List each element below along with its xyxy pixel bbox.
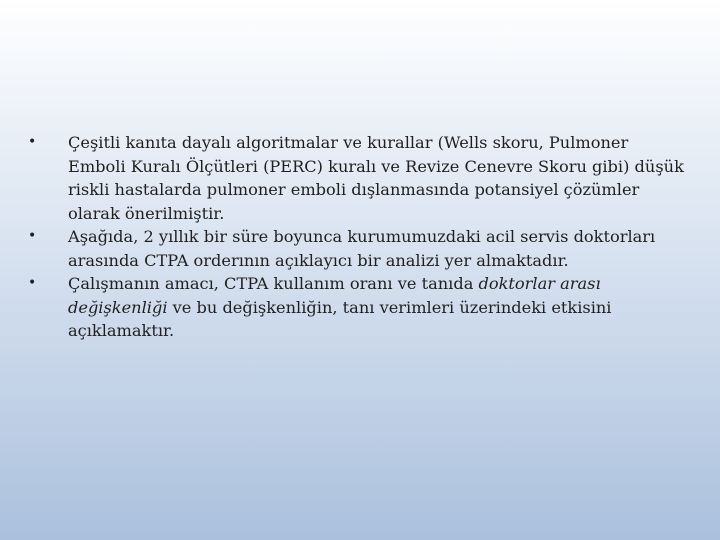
bullet-text-3-after: ve bu değişkenliğin, tanı verimleri üzerindeki etkisini açıklamaktır. (68, 297, 612, 340)
bullet-icon: • (28, 134, 37, 150)
bullet-item-2 (28, 225, 688, 272)
bullet-list (28, 131, 688, 343)
bullet-item-3 (28, 272, 688, 343)
bullet-text-1: Çeşitli kanıta dayalı algoritmalar ve kurallar (Wells skoru, Pulmoner Emboli Kuralı Ölçütleri (PERC) kuralı ve Revize Cenevre Skoru gibi) düşük riskli hastalarda pulmoner emboli dışlanmasında potansiyel çözümler olarak önerilmiştir. (68, 133, 684, 223)
bullet-text-3-italic: doktorlar arası değişkenliği (68, 274, 601, 317)
bullet-item-1 (28, 131, 688, 225)
bullet-icon: • (28, 275, 37, 291)
bullet-text-3-before: Çalışmanın amacı, CTPA kullanım oranı ve tanıda (68, 274, 479, 293)
bullet-icon: • (28, 228, 37, 244)
bullet-text-2: Aşağıda, 2 yıllık bir süre boyunca kurumumuzdaki acil servis doktorları arasında CTPA orderının açıklayıcı bir analizi yer almaktadır. (68, 227, 656, 270)
